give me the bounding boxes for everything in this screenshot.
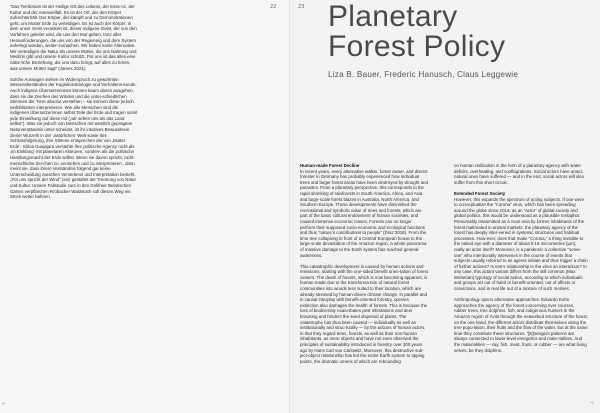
crop-mark-icon: ⌐ bbox=[2, 401, 6, 407]
right-page-number: 23 bbox=[298, 4, 305, 10]
chapter-title-line-2: Forest Policy bbox=[328, 30, 506, 63]
section-heading-extended-forest-society: Extended Forest Society bbox=[454, 190, 506, 196]
right-page-column-1 bbox=[300, 163, 428, 408]
left-page-number: 22 bbox=[270, 4, 277, 10]
crop-mark-icon: ¬ bbox=[590, 401, 594, 407]
chapter-title bbox=[328, 2, 588, 62]
chapter-authors: Liza B. Bauer, Frederic Hanusch, Claus Leggewie bbox=[328, 70, 519, 79]
left-page-text-column bbox=[10, 4, 138, 404]
body-paragraph: Solche Aussagen stehen im Widerspruch zu gewohnten Wissensbeständen der Kognitionsbiologie und Verhaltens-kunde. Auch indigene Übersetzerinnen können kaum davon ausgehen, dass sie die Zeichen des Windes und die unter-schiedlichen Stimmen der Tiere absolut verstehen – sie können diese jedoch einfühlsamer interpretieren. Wie alle Menschen sind die indigenen Übersetzerinnen selbst Teile der Erde und tragen somit jede Einwirkung auf diese mit („wir sehen uns als das Land selbst“). Was sie jedoch von Menschen mit westlich geprägtem Naturverständnis unter-scheidet, ist ihr intuitives Bewusstsein dieser Wurzeln in der ‚natürlichen‘ Welt sowie ihre Schlussfolgerung, ihre Stimme entsprechen der von ‚Mutter Erde‘. Sônia Guajajara verstehte ihre politische Agency nicht als ‚im Einklang‘ mit planetaren Akteuren, sondern als die politische Handlungsmacht der Erde selbst. Wenn sie davon spricht, nicht-menschliche Zei-chen zu ‚verstehen und zu interpretieren‘, dann meint sie, dass ihrem Verständnis folgend gar keine Unterscheidung zwischen Verstehens und Interpretation besteht. „Für uns spricht der Wind“ (sie) gestaltet der Trennung von Natur und Kultur. Unsere Fallstudie zum in den Gefilmer Belarischen Garten verpflanzten Rrobacker Waldstück soll diesen Weg ein Stück weiter bahnen. bbox=[10, 76, 138, 200]
right-page-column-2 bbox=[454, 163, 588, 408]
left-page bbox=[0, 0, 290, 413]
quote-paragraph: “Das Territorium ist der Heilige Ort des Lebens, der Esse-nz, der Kultur und der Artenvielfalt. Es ist der Ort, der den Körper aufrechterhält. Der Körper, der kämpft und zu Demonstrationen geht, um Mutter Erde zu verteidigen. Es ist auch der Körper, in dem unser Geist verankert ist, dieser indigene Geist, der von den Vorfahren geleitet wird, die uns den Mut geben, trotz aller Herausforderungen, die uns von der Regierung und dem System auferlegt werden, weiter-zumachen. Wir haben keine Alternative. Wir verteidigen die Natur als unsere Mutter, die uns Nahrung und Medizin gibt und unsere Kultur schützt. Für uns ist das alles eine natür-liche Beziehung, die uns dazu bringt, auf alles zu hören, was unsere Mutter sagt” (James 2021). bbox=[10, 4, 137, 71]
body-paragraph-continued: on human civilization in the form of a planetary agency with water deficits, overheating, and conflagrations. Social actors have acted, natural ones have suffered — and in the end, social actors will also suffer from this short circuit. bbox=[454, 163, 585, 185]
body-paragraph: Anthropology opens alternative approaches. Eduardo Kohn approaches the agency of the forest concerning river courses, rubber trees, tree dolphins, fish, and indigenous hunters in the Amazon region of Ávila through the networked structure of the forest; on the one hand, the different actors distribute themselves along the tree popu-lation, their fruits and the flow of the water, but at the same time they constitute these structures. “[E]mergent patterns are always connected to lower-level energetics and mate-rialities. And the materialities — say, fish, meat, fruits, or rubber — are what living selves, be they dolphins, bbox=[454, 297, 588, 353]
section-heading-forest-decline: Human-made Forest Decline bbox=[300, 163, 360, 168]
body-paragraph: This catastrophic development is caused by human actions and emissions, starting with the one-sided benefit orien-tation of forest owners. The death of forests, which is now becoming apparent, is human-made due to the transforma-tion of natural forest communities into woods less suited to their location, which are already stressed by human-driven climate change. In parallel and in causal interplay with benefit-oriented forestry, species extinction also damages the health of forests. This is because the loss of biodiversity exacerbates pest infestations and deer browsing and hinders the seed dispersal of plants. The catastrophe has thus been caused — individually as well as institutionally and struc-turally — by the actions of human actors, in that they regard trees, forests, as well as their non-human inhabitants, as mere objects and have not even observed the principles of sustainability introduced in forestry over 300 years ago by Hans Carl von Carlowitz. Moreover, this destructive sub-ject-object relationship has led the entire Earth system to tipping points, the dramatic omens of which are rebounding bbox=[300, 263, 428, 364]
chapter-title-line-1: Planetary bbox=[328, 0, 458, 33]
body-paragraph: In recent years, every alternative walker, forest owner, and district forester in Germany has probably experienced how individual trees and larger forest areas have been destroyed by drought and parasites. From a planetary perspective, this corresponds to the rapid shrinking of rainforests in South America, Africa, and Asia and large-scale forest blazes in Australia, North America, and Southern Europe. These developments have diminished the recreational and symbolic value of trees and forests, which are part of the basic cultural endowment of human societies, and caused immense economic losses. Forests can no longer perform their supposed socio-economic and ecological functions and thus “nature’s contributions to people” (Díaz 2018). From the time tree collapsing in front of a Central European house to the large-scale devastation of the Amazon region, a whole panorama of massive damage to the Earth system has reached general awareness. bbox=[300, 168, 428, 258]
body-paragraph: However, this expands the spectrum of acting subjects. If one were to conceptualize the “Corona” virus, which has been spreading around the globe since 2019, as an “actor” of global society and global politics, this would be understood as a plausible metaphor. Presumably transmitted as a zoon-osis by former inhabitants of the forest maltreated in animal markets, the planetary agency of the forest has deeply inter-vened in systemic structures and habitual processes. How-ever, does that make “Corona,” a thing invisible to the naked eye with a diameter of about 0.16 micrometres (µm), really an actor itself? Moreover, is a pandemic a collective “some-one” who intentionally intervenes in the course of events that subjects usually referred to as agents initiate and thus trigger a chain of further actions? Is one’s relationship to the virus an interaction? In any case, this actant variant differs from the still common (Max Weberian) typology of social action, according to which individuals and groups act out of habit or benefit-oriented, out of affects or convictions, and in real life out of a mixture of such motives. bbox=[454, 196, 588, 292]
